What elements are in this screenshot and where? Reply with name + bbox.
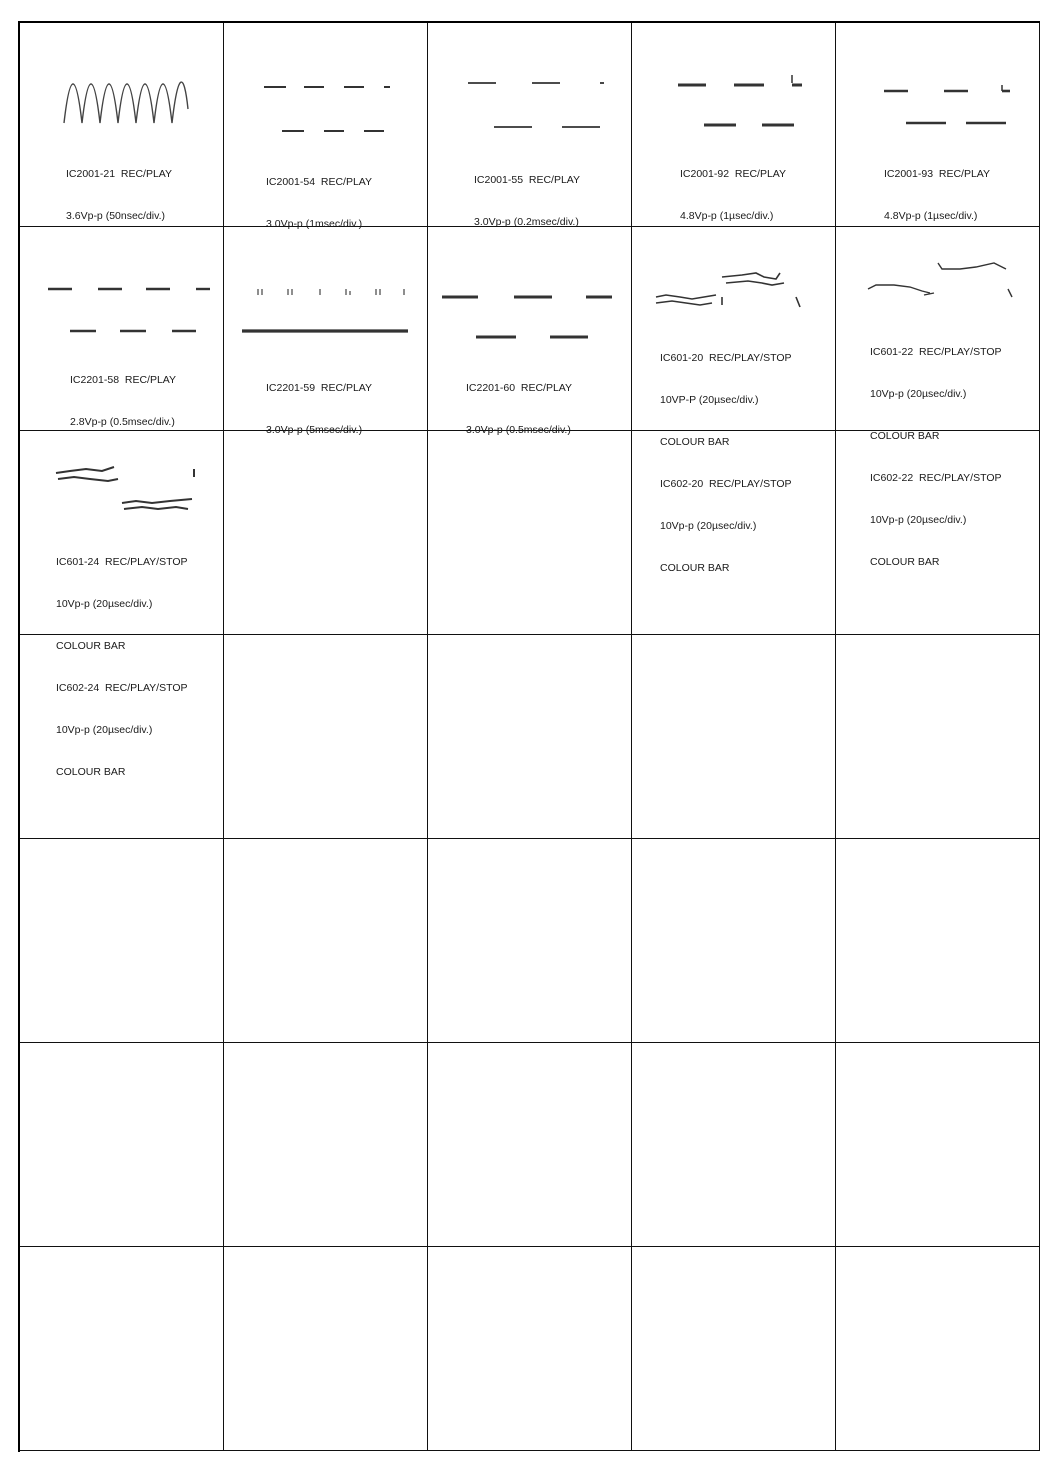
waveform-cell-3 (428, 23, 632, 227)
caption-line: 3.6Vp-p (50nsec/div.) (66, 210, 166, 222)
caption-line: 3.0Vp-p (5msec/div.) (266, 424, 363, 436)
caption-line: IC602-24 REC/PLAY/STOP (56, 682, 188, 694)
empty-cell (224, 1043, 428, 1247)
caption-line: IC2001-55 REC/PLAY (474, 174, 581, 186)
caption-line: IC2001-92 REC/PLAY (680, 168, 787, 180)
empty-cell (428, 839, 632, 1043)
spike-pulse-wave-icon (240, 285, 410, 339)
caption-line: IC2001-21 REC/PLAY (66, 168, 173, 180)
caption-line: COLOUR BAR (870, 430, 940, 442)
caption-line: COLOUR BAR (660, 562, 730, 574)
video-signal-wave-icon (52, 461, 202, 517)
empty-cell (224, 635, 428, 839)
empty-cell (428, 635, 632, 839)
caption-line: IC2201-60 REC/PLAY (466, 382, 573, 394)
waveform-cell-11 (20, 431, 224, 778)
empty-cell (20, 1247, 224, 1451)
empty-cell (428, 1247, 632, 1451)
square-pulse-wave-icon (440, 289, 616, 345)
empty-cell (428, 431, 632, 635)
video-signal-wave-icon (864, 257, 1016, 303)
caption-line: COLOUR BAR (56, 766, 126, 778)
empty-cell (632, 635, 836, 839)
caption-line: COLOUR BAR (660, 436, 730, 448)
empty-cell (632, 1247, 836, 1451)
square-pulse-wave-icon (882, 79, 1012, 129)
caption-line: IC2201-59 REC/PLAY (266, 382, 373, 394)
square-pulse-wave-icon (46, 281, 212, 341)
empty-cell (836, 635, 1040, 839)
waveform-cell-9 (632, 227, 836, 574)
caption-line: 3.0Vp-p (1msec/div.) (266, 218, 363, 230)
caption-line: IC602-22 REC/PLAY/STOP (870, 472, 1002, 484)
waveform-cell-5 (836, 23, 1040, 227)
square-pulse-wave-icon (676, 73, 806, 133)
caption-line: IC2001-54 REC/PLAY (266, 176, 373, 188)
waveform-cell-10 (836, 227, 1040, 568)
caption-line: 2.8Vp-p (0.5msec/div.) (70, 416, 175, 428)
empty-cell (20, 839, 224, 1043)
empty-cell (632, 431, 836, 635)
empty-cell (224, 431, 428, 635)
caption-line: 3.0Vp-p (0.5msec/div.) (466, 424, 571, 436)
caption-line: 10Vp-p (20µsec/div.) (56, 598, 153, 610)
empty-cell (836, 839, 1040, 1043)
caption-line: 10Vp-p (20µsec/div.) (56, 724, 153, 736)
waveform-cell-1 (20, 23, 224, 227)
caption-line: 3.0Vp-p (0.2msec/div.) (474, 216, 579, 228)
caption-line: IC601-24 REC/PLAY/STOP (56, 556, 188, 568)
caption-line: COLOUR BAR (870, 556, 940, 568)
caption-line: IC2001-93 REC/PLAY (884, 168, 991, 180)
caption-line: IC601-20 REC/PLAY/STOP (660, 352, 792, 364)
sine-wave-icon (62, 79, 188, 129)
video-signal-wave-icon (652, 267, 804, 313)
waveform-cell-7 (224, 227, 428, 436)
caption-line: IC602-20 REC/PLAY/STOP (660, 478, 792, 490)
waveform-cell-4 (632, 23, 836, 227)
caption-line: 10VP-P (20µsec/div.) (660, 394, 759, 406)
empty-cell (632, 1043, 836, 1247)
empty-cell (632, 839, 836, 1043)
empty-cell (836, 1043, 1040, 1247)
empty-cell (428, 1043, 632, 1247)
caption-line: 4.8Vp-p (1µsec/div.) (884, 210, 978, 222)
empty-cell (836, 1247, 1040, 1451)
waveform-cell-8 (428, 227, 632, 436)
empty-cell (224, 1247, 428, 1451)
waveform-grid (18, 21, 1040, 1452)
caption-line: 10Vp-p (20µsec/div.) (660, 520, 757, 532)
waveform-cell-6 (20, 227, 224, 431)
caption-line: 10Vp-p (20µsec/div.) (870, 514, 967, 526)
empty-cell (20, 1043, 224, 1247)
empty-cell (20, 635, 224, 839)
empty-cell (224, 839, 428, 1043)
waveform-cell-2 (224, 23, 428, 230)
caption-line: 10Vp-p (20µsec/div.) (870, 388, 967, 400)
caption-line: IC2201-58 REC/PLAY (70, 374, 177, 386)
caption-line: COLOUR BAR (56, 640, 126, 652)
square-pulse-wave-icon (262, 79, 392, 139)
caption-line: IC601-22 REC/PLAY/STOP (870, 346, 1002, 358)
empty-cell (836, 431, 1040, 635)
caption-line: 4.8Vp-p (1µsec/div.) (680, 210, 774, 222)
square-pulse-wave-icon (466, 75, 606, 135)
